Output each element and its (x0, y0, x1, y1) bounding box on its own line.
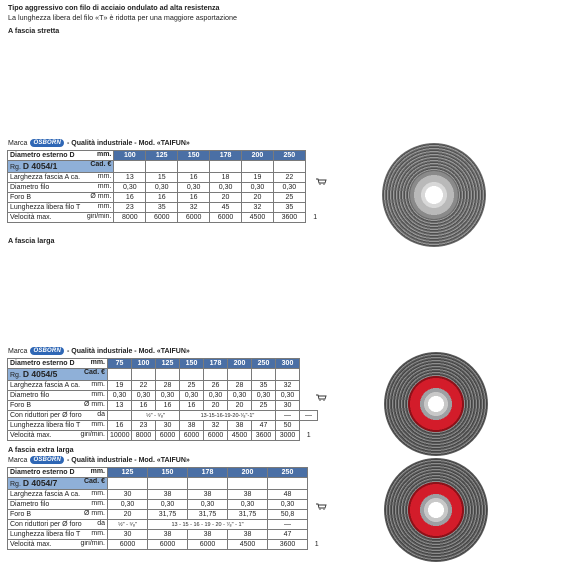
section-title-narrow: A fascia stretta (8, 26, 60, 35)
intro-title: Tipo aggressivo con filo di acciaio ondulato ad alta resistenza (8, 3, 220, 12)
table-row: Lunghezza libera filo T mm. 23 35 32 45 32 35 (8, 203, 325, 213)
table-header-row: Diametro esterno D mm. 100 125 150 178 200 250 (8, 151, 325, 161)
red-hub-wire-wheel-image (384, 458, 488, 562)
brand-prefix: Marca (8, 139, 28, 147)
intro-subtitle: La lunghezza libera del filo «T» è ridotta per una maggiore asportazione (8, 13, 237, 22)
brand-line-3 (8, 456, 190, 464)
table-row: Diametro filo mm. 0,30 0,30 0,30 0,30 0,30 0,30 (8, 183, 325, 193)
table-row: Larghezza fascia A ca. mm. 30 38 38 38 48 (8, 490, 326, 500)
osborn-logo: OSBORN (30, 456, 64, 464)
table-row: Foro B Ø mm. 13 16 16 16 20 20 25 30 (8, 401, 325, 411)
brand-description: - Qualità industriale - Mod. «TAIFUN» (67, 139, 190, 147)
brand-line-2 (8, 347, 190, 355)
brand-prefix: Marca (8, 347, 28, 355)
table-row: Con riduttori per Ø foro da ½" - ⁵⁄₈" 13-15-16-19-20-⁷⁄₈"-1" — — (8, 411, 325, 421)
table-header-row: Diametro esterno D mm. 125 150 178 200 250 (8, 468, 326, 478)
table-row: Diametro filo mm. 0,30 0,30 0,30 0,30 0,30 (8, 500, 326, 510)
table-row: Larghezza fascia A ca. mm. 19 22 28 25 26 28 35 32 (8, 381, 325, 391)
brand-description: - Qualità industriale - Mod. «TAIFUN» (67, 456, 190, 464)
spec-table-2 (7, 358, 325, 441)
cart-icon[interactable] (316, 394, 327, 401)
table-row: Lunghezza libera filo T mm. 16 23 30 38 32 38 47 50 (8, 421, 325, 431)
table-row: Foro B Ø mm. 16 16 16 20 20 25 (8, 193, 325, 203)
cart-icon[interactable] (316, 178, 327, 185)
table-header-row: Diametro esterno D mm. 75 100 125 150 178 200 250 300 (8, 359, 325, 369)
brand-description: - Qualità industriale - Mod. «TAIFUN» (67, 347, 190, 355)
table-row: Velocità max. giri/min. 6000 6000 6000 4500 3600 1 (8, 540, 326, 550)
table-row: Larghezza fascia A ca. mm. 13 15 16 18 19 22 (8, 173, 325, 183)
section-title-extra-wide: A fascia extra larga (8, 445, 74, 454)
spec-table-1 (7, 150, 325, 223)
brand-prefix: Marca (8, 456, 28, 464)
table-code-row: Rg. D 4054/7 Cad. € (8, 478, 326, 490)
osborn-logo: OSBORN (30, 139, 64, 147)
wire-wheel-image (382, 143, 486, 247)
red-hub-wire-wheel-image (384, 352, 488, 456)
table-code-row: Rg. D 4054/5 Cad. € (8, 369, 325, 381)
table-row: Diametro filo mm. 0,30 0,30 0,30 0,30 0,30 0,30 0,30 0,30 (8, 391, 325, 401)
table-row: Con riduttori per Ø foro da ½" - ⁵⁄₈" 13 - 15 - 16 - 19 - 20 - ⁷⁄₈" - 1" — (8, 520, 326, 530)
cart-icon[interactable] (316, 503, 327, 510)
table-row: Velocità max. giri/min. 10000 8000 6000 6000 6000 4500 3600 3000 1 (8, 431, 325, 441)
table-row: Velocità max. giri/min. 8000 6000 6000 6000 4500 3600 1 (8, 213, 325, 223)
spec-table-3 (7, 467, 326, 550)
table-row: Foro B Ø mm. 20 31,75 31,75 31,75 50,8 (8, 510, 326, 520)
table-row: Lunghezza libera filo T mm. 30 38 38 38 47 (8, 530, 326, 540)
section-title-wide: A fascia larga (8, 236, 55, 245)
table-code-row: Rg. D 4054/1 Cad. € (8, 161, 325, 173)
osborn-logo: OSBORN (30, 347, 64, 355)
brand-line-1 (8, 139, 190, 147)
